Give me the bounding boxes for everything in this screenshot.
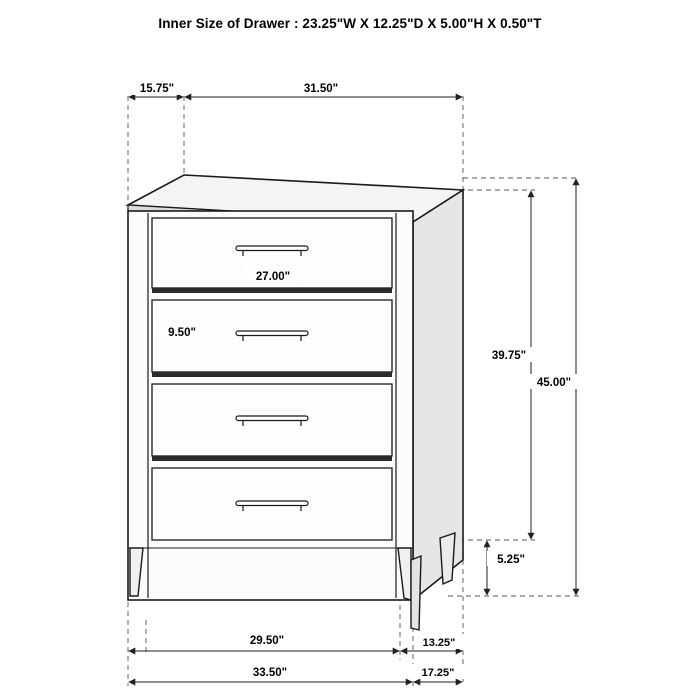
label-leg-height: 5.25" [497,554,525,566]
label-top-depth: 15.75" [139,83,175,95]
label-drawer-front-width: 27.00" [255,271,291,283]
label-drawer-height: 9.50" [168,327,196,339]
label-base-depth: 13.25" [422,637,456,649]
label-overall-width: 33.50" [252,667,288,679]
label-base-front-width: 29.50" [249,635,285,647]
leg-back-right [440,533,455,584]
label-overall-depth: 17.25" [421,667,455,679]
leg-back-right-inner [411,556,421,630]
label-total-height: 45.00" [536,377,572,389]
chest-side-panel [413,190,463,600]
page-title: Inner Size of Drawer : 23.25"W X 12.25"D X 5.00"H X 0.50"T [158,16,542,31]
label-body-height: 39.75" [491,350,527,362]
drawer-gap-1 [152,288,392,293]
label-top-width: 31.50" [303,83,339,95]
drawer-gap-2 [152,372,392,377]
drawer-gap-3 [152,456,392,461]
